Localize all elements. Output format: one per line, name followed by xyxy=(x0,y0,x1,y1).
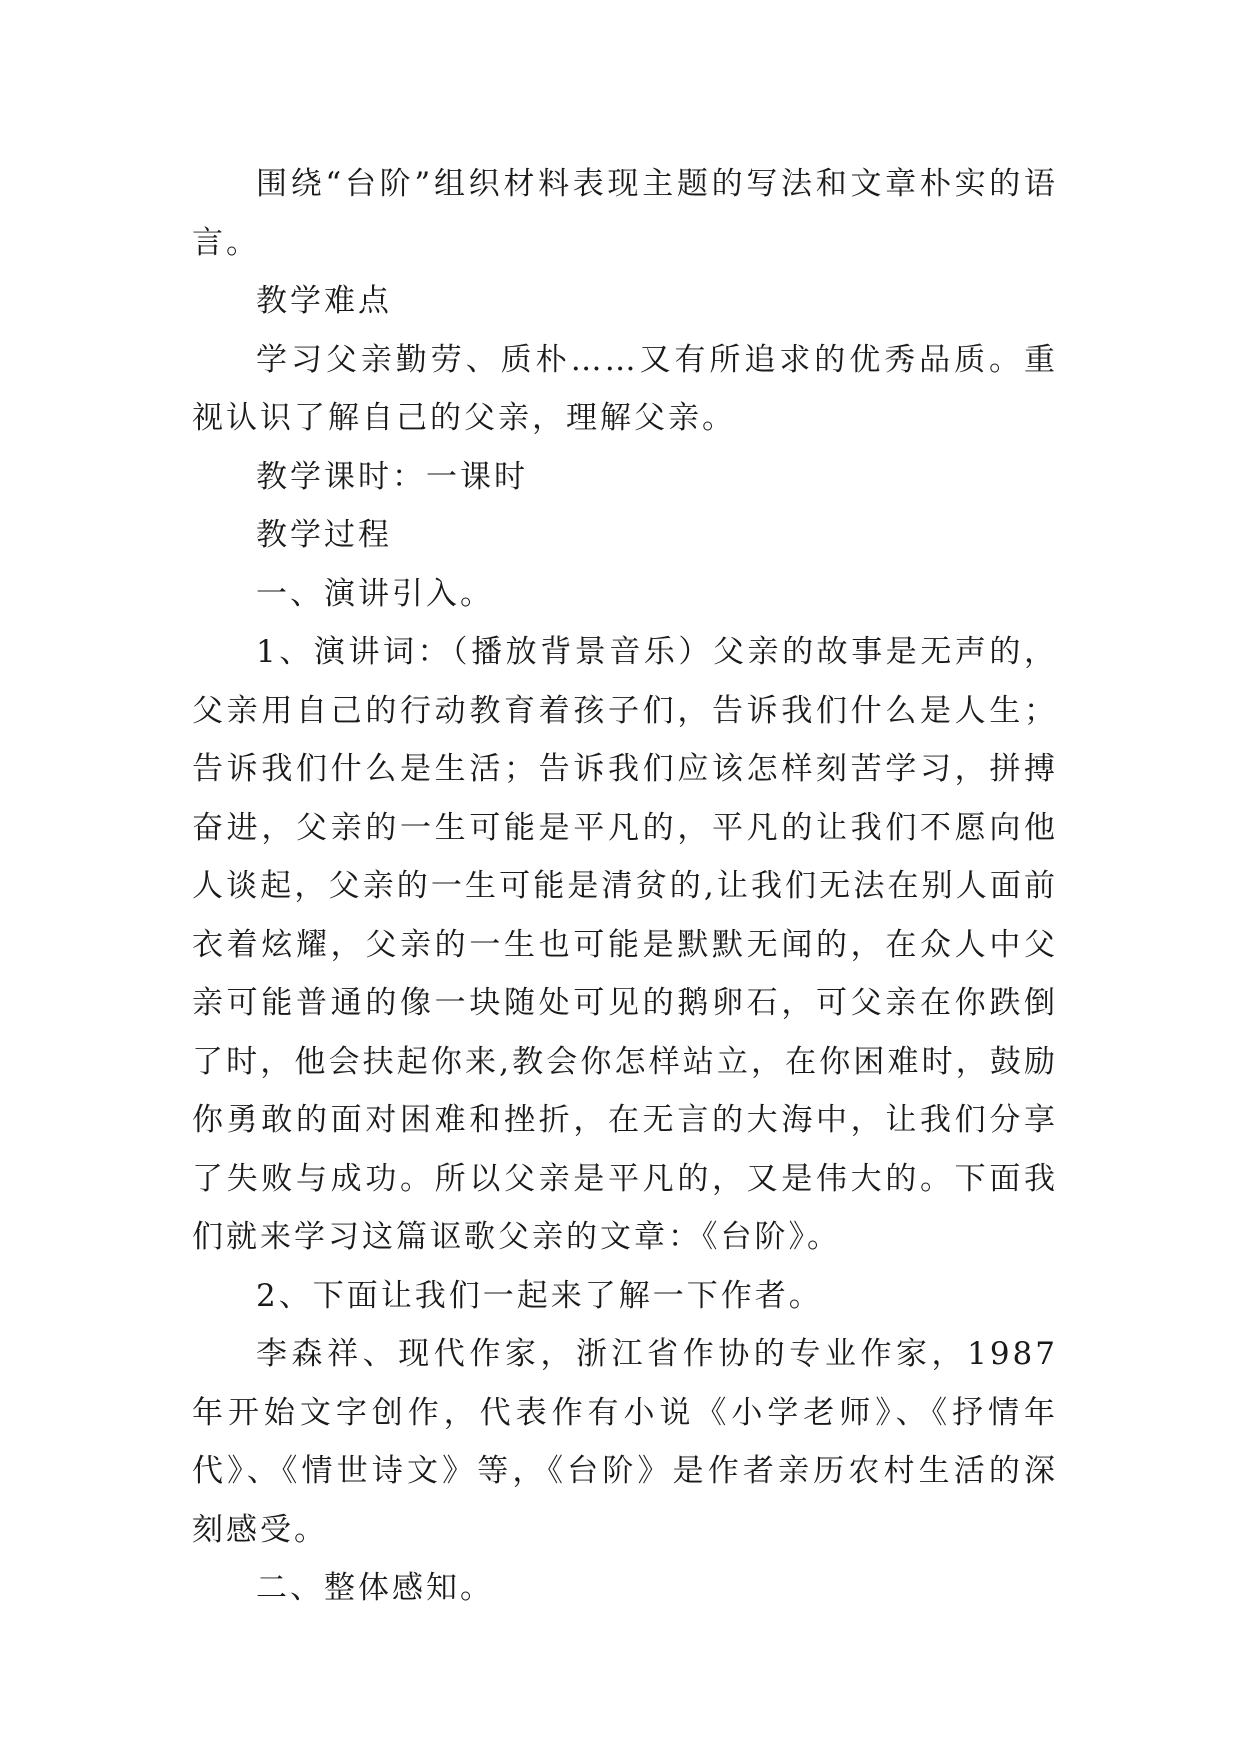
paragraph-difficulty-content: 学习父亲勤劳、质朴……又有所追求的优秀品质。重视认识了解自己的父亲，理解父亲。 xyxy=(192,341,1058,436)
heading-teaching-difficulty: 教学难点 xyxy=(256,283,392,319)
heading-overall-perception: 二、整体感知。 xyxy=(256,1570,494,1606)
heading-speech-intro: 一、演讲引入。 xyxy=(256,575,494,612)
paragraph-author-bio: 李森祥、现代作家，浙江省作协的专业作家，1987 年开始文字创作，代表作有小说《小学老师》、《抒情年代》、《情世诗文》等，《台阶》是作者亲历农村生活的深刻感受。 xyxy=(192,1336,1058,1548)
document-body xyxy=(192,155,1058,1618)
paragraph-class-hours: 教学课时：一课时 xyxy=(256,458,528,495)
paragraph-speech-text: 1、演讲词：（播放背景音乐）父亲的故事是无声的，父亲用自己的行动教育着孩子们，告诉我们什么是人生；告诉我们什么是生活；告诉我们应该怎样刻苦学习，拼搏奋进，父亲的一生可能是平凡的，平凡的让我们不愿向他人谈起，父亲的一生可能是清贫的,让我们无法在别人面前衣着炫耀，父亲的一生也可能是默默无闻的，在众人中父亲可能普通的像一块随处可见的鹅卵石，可父亲在你跌倒了时，他会扶起你来,教会你怎样站立，在你困难时，鼓励你勇敢的面对困难和挫折，在无言的大海中，让我们分享了失败与成功。所以父亲是平凡的，又是伟大的。下面我们就来学习这篇讴歌父亲的文章：《台阶》。 xyxy=(192,634,1058,1255)
paragraph-focus-method: 围绕“台阶”组织材料表现主题的写法和文章朴实的语言。 xyxy=(192,166,1058,261)
paragraph-author-intro: 2、下面让我们一起来了解一下作者。 xyxy=(256,1277,823,1314)
heading-teaching-process: 教学过程 xyxy=(256,517,392,553)
